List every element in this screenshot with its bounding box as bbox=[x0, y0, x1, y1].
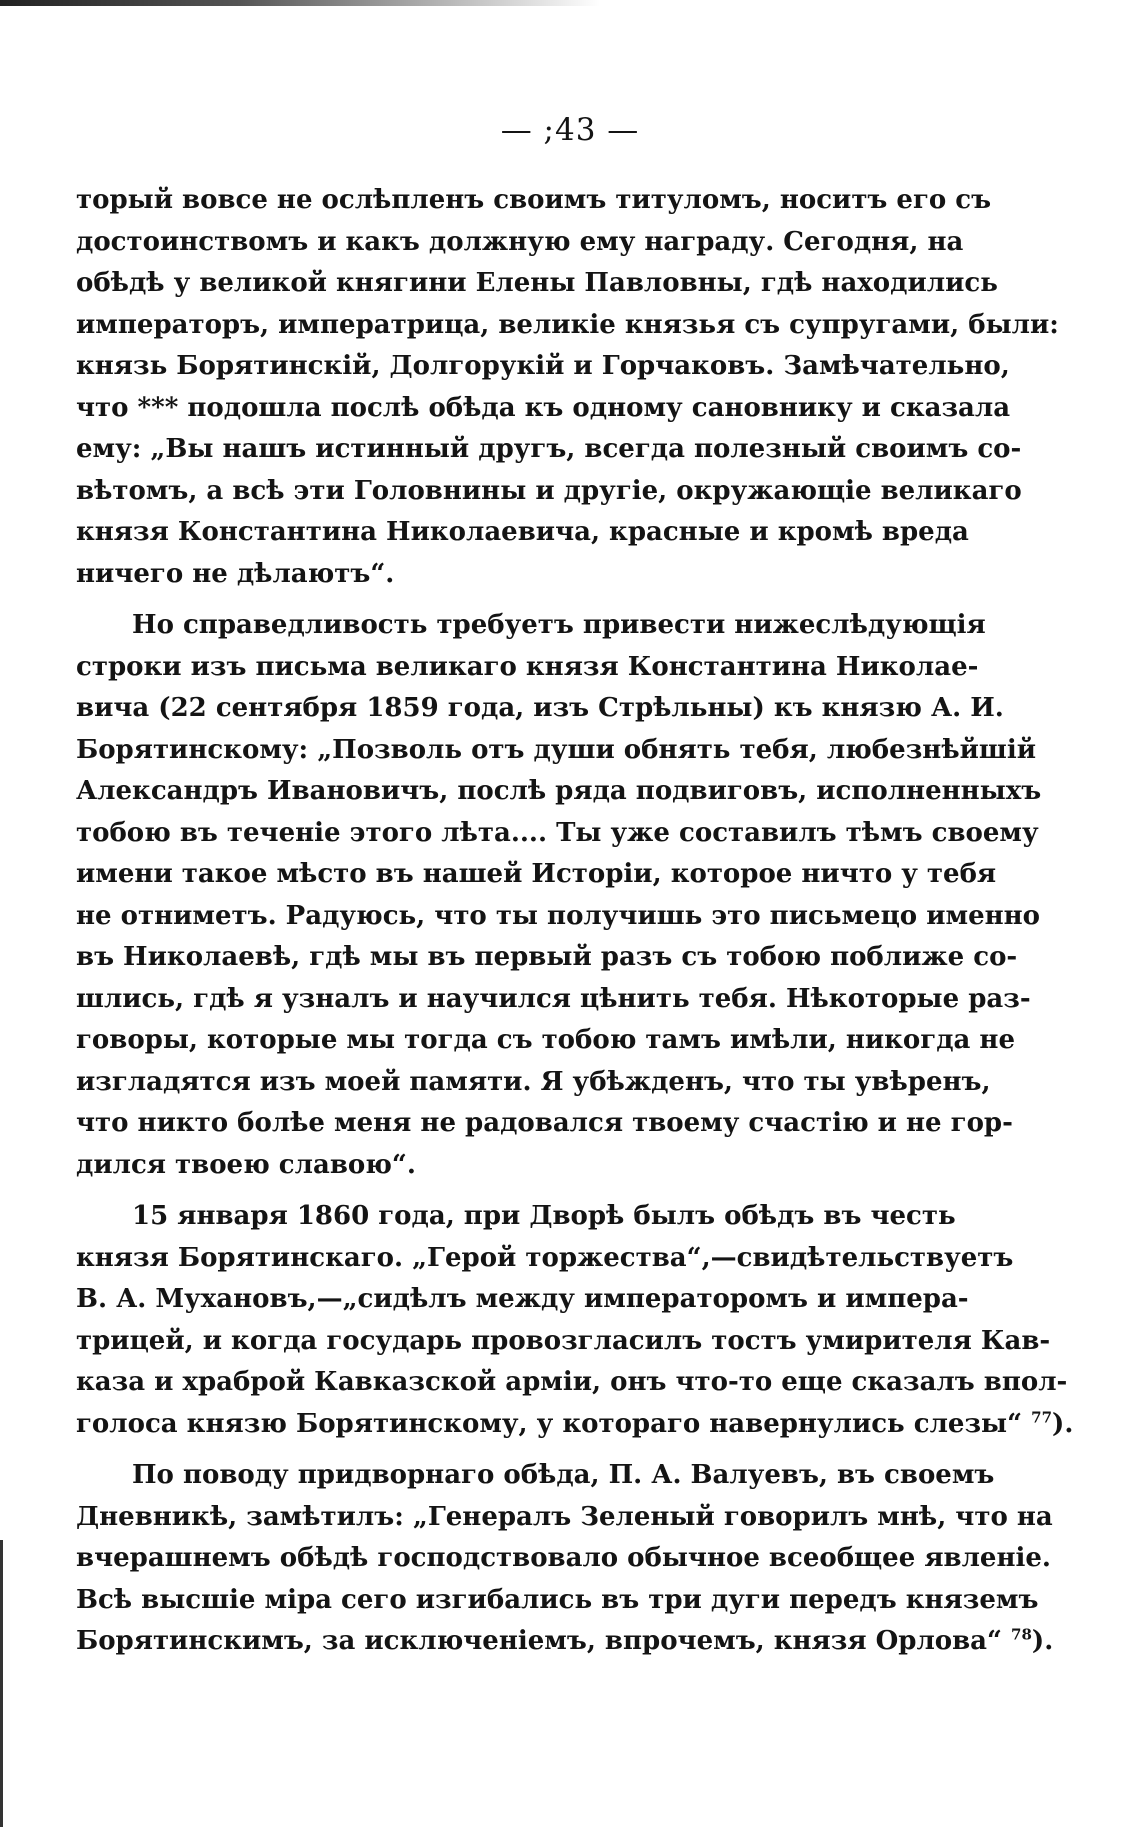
page-number: — ;43 — bbox=[500, 112, 640, 148]
text-line: говоры, которые мы тогда съ тобою тамъ имѣли, никогда не bbox=[76, 1025, 1015, 1055]
body-text bbox=[76, 180, 1074, 1663]
text-line: трицей, и когда государь провозгласилъ тостъ умирителя Кав- bbox=[76, 1325, 1051, 1356]
text-line: князя Борятинскаго. „Герой торжества“,—свидѣтельствуетъ bbox=[76, 1242, 1014, 1273]
text-segment: голоса князю Борятинскому, у котораго навернулись слезы“ bbox=[76, 1408, 1023, 1439]
text-line-with-footnote bbox=[76, 1621, 1054, 1663]
text-line: 15 января 1860 года, при Дворѣ былъ обѣдъ въ честь bbox=[132, 1201, 956, 1231]
text-line: вѣтомъ, а всѣ эти Головнины и другіе, окружающіе великаго bbox=[76, 475, 1022, 506]
text-line: что никто болѣе меня не радовался твоему счастію и не гор- bbox=[76, 1108, 1013, 1138]
text-line: князь Борятинскій, Долгорукій и Горчаковъ. Замѣчательно, bbox=[76, 351, 1010, 381]
text-line: В. А. Мухановъ,—„сидѣлъ между императоромъ и импера- bbox=[76, 1284, 969, 1314]
text-line: Всѣ высшіе міра сего изгибались въ три дуги передъ княземъ bbox=[76, 1584, 1039, 1615]
text-line: изгладятся изъ моей памяти. Я убѣжденъ, что ты увѣренъ, bbox=[76, 1066, 991, 1097]
paragraph bbox=[76, 605, 1042, 1186]
paragraph bbox=[76, 1455, 1054, 1663]
text-line: торый вовсе не ослѣпленъ своимъ титуломъ, носитъ его съ bbox=[76, 185, 992, 215]
text-line: строки изъ письма великаго князя Константина Николае- bbox=[76, 651, 979, 682]
footnote-ref: 77 bbox=[1031, 1407, 1053, 1426]
text-line: князя Константина Николаевича, красные и кромѣ вреда bbox=[76, 517, 969, 547]
text-line: имени такое мѣсто въ нашей Исторіи, которое ничто у тебя bbox=[76, 859, 997, 889]
text-line: достоинствомъ и какъ должную ему награду. Сегодня, на bbox=[76, 226, 964, 257]
text-line: Александръ Ивановичъ, послѣ ряда подвиговъ, исполненныхъ bbox=[76, 776, 1042, 806]
text-line: дился твоею славою“. bbox=[76, 1149, 416, 1180]
text-line: ему: „Вы нашъ истинный другъ, всегда полезный своимъ со- bbox=[76, 434, 1022, 464]
text-line: Борятинскому: „Позволь отъ души обнять тебя, любезнѣйшій bbox=[76, 734, 1036, 765]
paragraph bbox=[76, 1196, 1074, 1445]
text-line: тобою въ теченіе этого лѣта.... Ты уже составилъ тѣмъ своему bbox=[76, 817, 1039, 848]
paragraph bbox=[76, 180, 1059, 595]
text-line-with-footnote bbox=[76, 1404, 1074, 1446]
footnote-ref: 78 bbox=[1011, 1625, 1032, 1644]
text-line: По поводу придворнаго обѣда, П. А. Валуевъ, въ своемъ bbox=[132, 1460, 995, 1490]
scan-edge-top bbox=[0, 0, 600, 6]
text-line: Дневникѣ, замѣтилъ: „Генералъ Зеленый говорилъ мнѣ, что на bbox=[76, 1501, 1053, 1532]
text-line: шлись, гдѣ я узналъ и научился цѣнить тебя. Нѣкоторые раз- bbox=[76, 983, 1031, 1014]
text-line: вича (22 сентября 1859 года, изъ Стрѣльны) къ князю А. И. bbox=[76, 693, 1004, 723]
text-line: обѣдѣ у великой княгини Елены Павловны, гдѣ находились bbox=[76, 268, 998, 298]
text-line: императоръ, императрица, великіе князья съ супругами, были: bbox=[76, 309, 1059, 340]
text-segment: ). bbox=[1052, 1408, 1074, 1439]
text-line: Но справедливость требуетъ привести нижеслѣдующія bbox=[132, 610, 986, 640]
text-segment: Борятинскимъ, за исключеніемъ, впрочемъ, князя Орлова“ bbox=[76, 1626, 1002, 1656]
text-segment: ). bbox=[1031, 1626, 1054, 1656]
text-line: не отниметъ. Радуюсь, что ты получишь это письмецо именно bbox=[76, 900, 1041, 931]
text-line: вчерашнемъ обѣдѣ господствовало обычное всеобщее явленіе. bbox=[76, 1543, 1051, 1573]
scan-edge-left bbox=[0, 1540, 3, 1827]
text-line: ничего не дѣлаютъ“. bbox=[76, 558, 395, 589]
text-line: что *** подошла послѣ обѣда къ одному сановнику и сказала bbox=[76, 392, 1011, 423]
text-line: каза и храброй Кавказской арміи, онъ что-то еще сказалъ впол- bbox=[76, 1367, 1068, 1397]
text-line: въ Николаевѣ, гдѣ мы въ первый разъ съ тобою поближе со- bbox=[76, 942, 1018, 972]
